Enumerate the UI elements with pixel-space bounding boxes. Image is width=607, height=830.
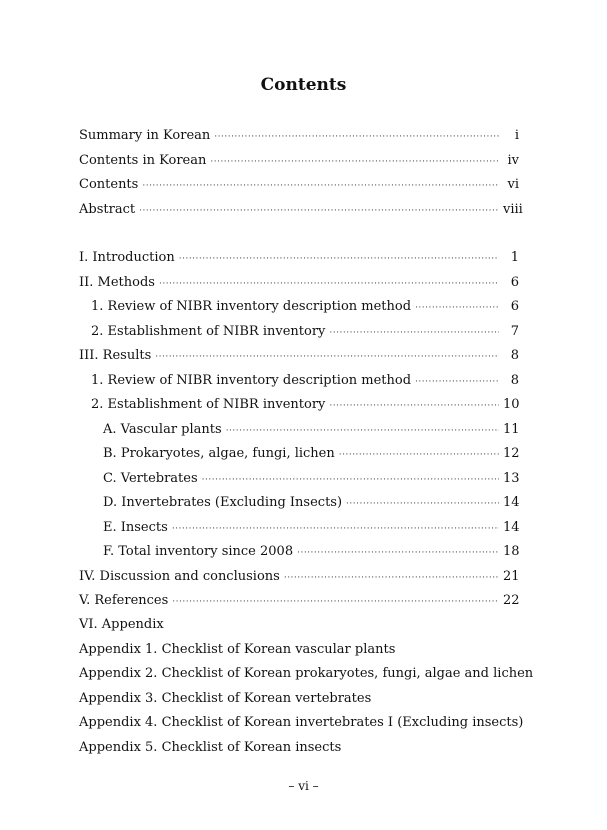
- page-number: – vi –: [288, 779, 319, 793]
- toc-entry-page: 8: [510, 348, 519, 363]
- appendix-heading: VI. Appendix: [79, 617, 164, 632]
- dot-leader: [415, 296, 499, 321]
- toc-entry: [79, 124, 519, 149]
- toc-entry-label: III. Results: [79, 348, 152, 363]
- dot-leader: [202, 468, 499, 493]
- dot-leader: [210, 150, 499, 175]
- toc-entry: [79, 442, 519, 467]
- toc-entry-label: 2. Establishment of NIBR inventory: [91, 323, 326, 339]
- dot-leader: [284, 566, 499, 591]
- toc-entry-label: B. Prokaryotes, algae, fungi, lichen: [103, 446, 335, 461]
- spacer: [79, 222, 519, 246]
- toc-entry: [79, 198, 523, 223]
- toc-entry: [79, 540, 519, 565]
- toc-entry: [79, 516, 519, 541]
- toc-entry-page: 21: [503, 568, 520, 584]
- appendix-item: Appendix 5. Checklist of Korean insects: [79, 739, 342, 755]
- toc-entry-label: F. Total inventory since 2008: [103, 544, 294, 559]
- toc-entry-page: 6: [510, 274, 519, 290]
- front-matter: [79, 124, 523, 222]
- toc-entry-page: 12: [503, 446, 520, 461]
- toc-entry-label: Contents: [79, 177, 139, 192]
- appendix-item: Appendix 3. Checklist of Korean vertebrates: [79, 690, 372, 706]
- dot-leader: [179, 247, 499, 272]
- toc-entry: [79, 173, 519, 198]
- toc-entry-label: A. Vascular plants: [103, 421, 222, 437]
- toc-entry-label: IV. Discussion and conclusions: [79, 568, 280, 584]
- toc-entry-page: viii: [503, 201, 523, 217]
- main-chapters: [79, 246, 519, 614]
- dot-leader: [346, 492, 499, 517]
- toc-entry: [79, 467, 519, 492]
- toc-entry-page: iv: [507, 152, 519, 168]
- toc-entry-label: Abstract: [79, 201, 136, 217]
- dot-leader: [329, 394, 499, 419]
- toc-entry: [79, 246, 519, 271]
- toc-entry-label: 1. Review of NIBR inventory description method: [91, 299, 412, 314]
- dot-leader: [339, 443, 499, 468]
- dot-leader: [142, 174, 499, 199]
- toc-entry-page: 8: [510, 372, 519, 388]
- dot-leader: [155, 345, 499, 370]
- toc-entry-label: E. Insects: [103, 519, 168, 535]
- toc-entry-page: vi: [507, 177, 519, 192]
- dot-leader: [297, 541, 499, 566]
- dot-leader: [329, 321, 499, 346]
- toc-entry: [79, 271, 519, 296]
- toc-entry-page: 11: [503, 421, 520, 437]
- toc-entry-page: 10: [503, 397, 520, 412]
- dot-leader: [172, 517, 499, 542]
- toc-entry-label: Contents in Korean: [79, 152, 207, 168]
- toc-entry: [79, 320, 519, 345]
- toc-entry-page: 1: [510, 250, 519, 265]
- toc-entry: [79, 393, 519, 418]
- table-of-contents: [79, 124, 523, 614]
- toc-entry-label: D. Invertebrates (Excluding Insects): [103, 495, 343, 510]
- dot-leader: [172, 590, 499, 615]
- toc-entry: [79, 491, 519, 516]
- toc-entry-label: C. Vertebrates: [103, 470, 198, 486]
- toc-entry-label: V. References: [79, 593, 169, 608]
- toc-entry-page: 22: [503, 593, 520, 608]
- toc-entry-page: 6: [510, 299, 519, 314]
- appendix-item: Appendix 2. Checklist of Korean prokaryotes, fungi, algae and lichen: [79, 666, 534, 681]
- toc-entry-page: 14: [503, 519, 520, 535]
- toc-entry-label: 1. Review of NIBR inventory description method: [91, 372, 412, 388]
- dot-leader: [415, 370, 499, 395]
- dot-leader: [139, 199, 499, 224]
- toc-entry: [79, 344, 519, 369]
- toc-entry-label: II. Methods: [79, 274, 155, 290]
- dot-leader: [159, 272, 499, 297]
- toc-entry-label: I. Introduction: [79, 250, 175, 265]
- appendix-item: Appendix 4. Checklist of Korean invertebrates I (Excluding insects): [79, 715, 524, 730]
- toc-entry-page: 13: [503, 470, 520, 486]
- page-title: Contents: [260, 75, 347, 95]
- toc-entry-label: Summary in Korean: [79, 128, 211, 143]
- toc-entry-page: 14: [503, 495, 520, 510]
- toc-entry: [79, 589, 519, 614]
- toc-entry: [79, 565, 519, 590]
- appendix-item: Appendix 1. Checklist of Korean vascular plants: [79, 641, 396, 657]
- toc-entry: [79, 295, 519, 320]
- dot-leader: [226, 419, 499, 444]
- toc-entry: [79, 418, 519, 443]
- toc-entry-page: i: [514, 128, 519, 143]
- toc-entry: [79, 369, 519, 394]
- toc-entry-page: 18: [503, 544, 520, 559]
- dot-leader: [214, 125, 499, 150]
- toc-entry-page: 7: [510, 323, 519, 339]
- appendix-list: [79, 613, 539, 760]
- toc-entry: [79, 149, 519, 174]
- toc-entry-label: 2. Establishment of NIBR inventory: [91, 397, 326, 412]
